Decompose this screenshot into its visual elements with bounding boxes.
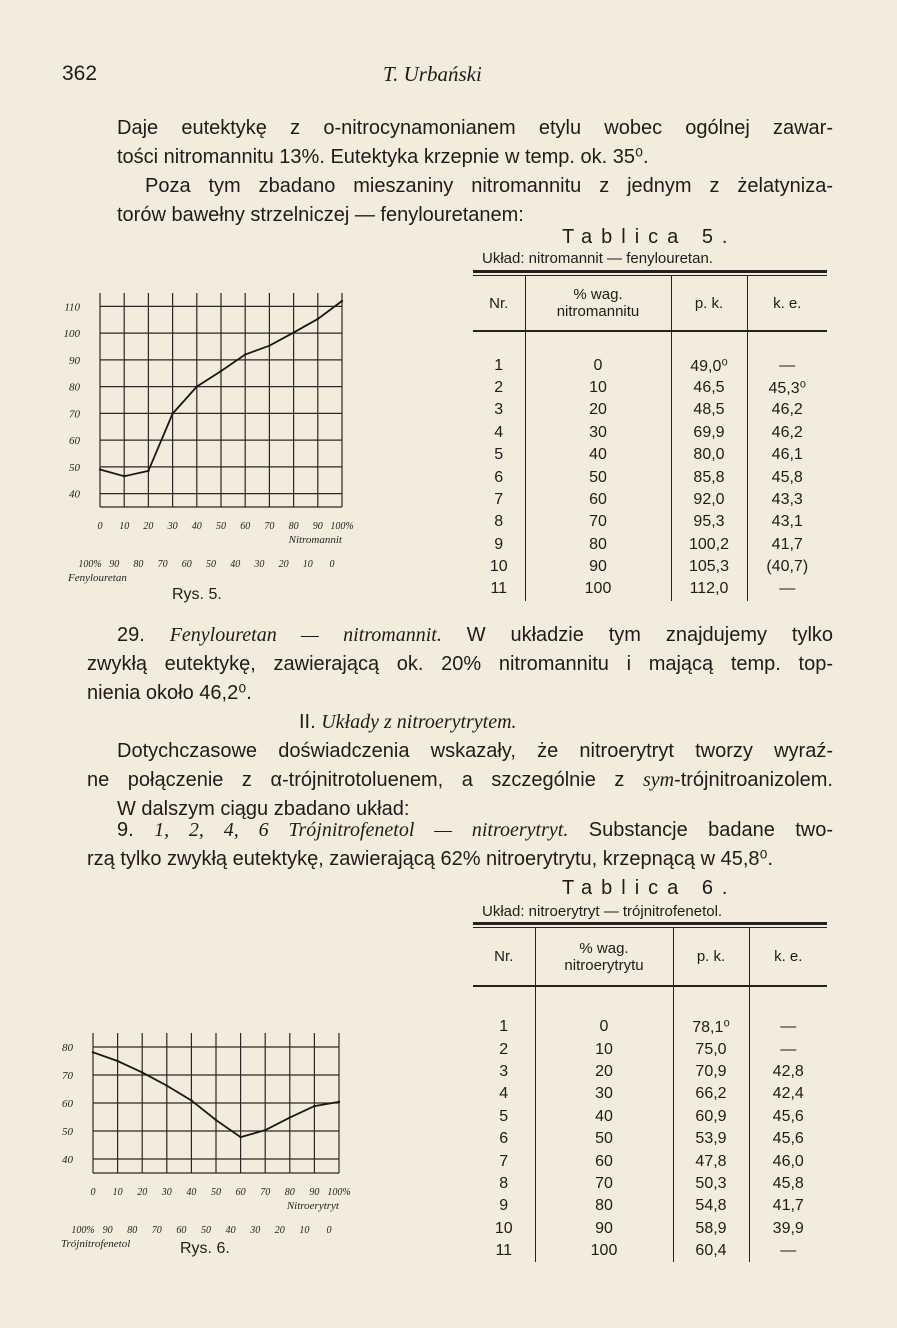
table6-cell-wag: 20 xyxy=(535,1061,673,1083)
fig6-x2-tick-label: 60 xyxy=(176,1225,187,1236)
sectionII-number: II. xyxy=(299,711,316,733)
fig5-x-tick-label: 40 xyxy=(191,521,202,532)
table5-row xyxy=(473,578,827,600)
fig6-x2-tick-label: 10 xyxy=(299,1225,310,1236)
table6-cell-nr: 9 xyxy=(473,1195,535,1217)
fig6-x-tick-label: 60 xyxy=(235,1187,246,1198)
table5-header-wag xyxy=(525,276,671,331)
fig5-y-tick-label: 110 xyxy=(64,301,80,314)
table6-cell-ke: — xyxy=(780,1242,797,1260)
fig5-x-tick-label: 90 xyxy=(312,521,323,532)
intro-line-1: Daje eutektykę z o-nitrocynamonianem etylu wobec ogólnej zawar- xyxy=(117,117,833,139)
fig5-data-point xyxy=(99,468,101,470)
fig5-data-point xyxy=(244,353,246,355)
table5-cell-pk: 48,5 xyxy=(671,399,747,421)
table5-cell-pk: 46,5 xyxy=(671,377,747,399)
fig6-data-point xyxy=(92,1051,94,1053)
fig6-x-tick-label: 20 xyxy=(137,1187,148,1198)
fig6-y-tick-label: 70 xyxy=(62,1070,73,1082)
table5-cell-wag: 70 xyxy=(525,511,671,533)
fig5-x-tick-label: 100% xyxy=(330,521,354,532)
table6-title: Tablica 6. xyxy=(562,877,737,899)
fig5-x-tick-label: 30 xyxy=(167,521,178,532)
table5-cell-wag: 20 xyxy=(525,399,671,421)
table6-cell-ke: 45,6 xyxy=(772,1130,804,1148)
fig6-x2-tick-label: 40 xyxy=(225,1225,236,1236)
table6-caption: Układ: nitroerytryt — trójnitrofenetol. xyxy=(482,903,723,920)
table5-cell-wag: 40 xyxy=(525,444,671,466)
fig5-y-tick-label: 80 xyxy=(69,381,80,394)
fig5-x2-tick-label: 20 xyxy=(278,559,289,570)
fig6-x2-tick-label: 0 xyxy=(326,1225,332,1236)
fig5-x2-tick-label: 90 xyxy=(109,559,120,570)
fig6-x2-tick-label: 80 xyxy=(127,1225,138,1236)
table5-cell-ke: 45,8 xyxy=(771,468,803,486)
table5-cell-pk: 105,3 xyxy=(671,556,747,578)
table5-cell-ke: 43,1 xyxy=(771,513,803,531)
table6-spacer xyxy=(473,986,827,1016)
table5-cell-pk: 80,0 xyxy=(671,444,747,466)
fig6-x-tick-label: 90 xyxy=(309,1187,320,1198)
intro-line-3: Poza tym zbadano mieszaniny nitromannitu z jednym z żelatyniza- xyxy=(145,175,833,197)
table6-header-wag-line2: nitroerytrytu xyxy=(564,956,644,974)
table6-row xyxy=(473,1150,827,1172)
section29-line-1-rest: W układzie tym znajdujemy tylko xyxy=(466,624,834,646)
table6-row xyxy=(473,1240,827,1262)
table6-cell-wag: 0 xyxy=(535,1016,673,1038)
fig5-x2-tick-label: 0 xyxy=(329,559,335,570)
fig6-y-tick-label: 60 xyxy=(62,1098,73,1110)
fig6-x2-tick-label: 30 xyxy=(250,1225,261,1236)
fig5-x2-tick-label: 50 xyxy=(206,559,216,570)
table6-grid xyxy=(473,928,827,1262)
fig6-data-point xyxy=(215,1119,217,1121)
table6-cell-ke: 42,8 xyxy=(772,1062,804,1080)
fig5-x-tick-label: 80 xyxy=(288,521,299,532)
table6-header-nr: Nr. xyxy=(473,928,535,986)
intro-line-2: tości nitromannitu 13%. Eutektyka krzepnie w temp. ok. 35⁰. xyxy=(117,146,649,168)
fig6-y-tick-label: 50 xyxy=(62,1126,73,1138)
table5-grid xyxy=(473,276,827,601)
table6-cell-nr: 1 xyxy=(473,1016,535,1038)
fig5-data-point xyxy=(292,331,294,333)
fig6-data-point xyxy=(264,1129,266,1131)
table5-cell-nr: 10 xyxy=(473,556,525,578)
sectionII-line-2a: ne połączenie z α-trójnitrotoluenem, a szczególnie z xyxy=(87,769,625,791)
table5-cell-nr: 9 xyxy=(473,534,525,556)
sectionII-heading xyxy=(87,708,833,737)
table5-cell-wag: 80 xyxy=(525,534,671,556)
table5-header-ke: k. e. xyxy=(773,294,802,312)
fig6-data-point xyxy=(313,1105,315,1107)
table6-cell-pk: 78,1⁰ xyxy=(673,1016,749,1038)
table5-row xyxy=(473,354,827,376)
table5-cell-wag: 100 xyxy=(525,578,671,600)
sectionII-text xyxy=(87,708,833,824)
fig6-x-tick-label: 70 xyxy=(260,1187,271,1198)
section9-text xyxy=(87,816,833,874)
table5-caption: Układ: nitromannit — fenylouretan. xyxy=(482,250,713,267)
fig6-x-tick-label: 50 xyxy=(211,1187,221,1198)
fig5-y-tick-label: 60 xyxy=(69,435,80,448)
table5-cell-ke: 43,3 xyxy=(771,490,803,508)
table5-cell-wag: 60 xyxy=(525,489,671,511)
table5-cell-pk: 95,3 xyxy=(671,511,747,533)
table6-cell-pk: 50,3 xyxy=(673,1173,749,1195)
sectionII-line-3: W dalszym ciągu zbadano układ: xyxy=(117,798,410,820)
table5-row xyxy=(473,444,827,466)
table6-cell-wag: 10 xyxy=(535,1038,673,1060)
table5-cell-nr: 11 xyxy=(473,578,525,600)
fig6-data-point xyxy=(239,1136,241,1138)
table6-cell-pk: 60,4 xyxy=(673,1240,749,1262)
fig6-x2-tick-label: 50 xyxy=(201,1225,211,1236)
fig5-x-tick-label: 70 xyxy=(264,521,275,532)
fig5-data-point xyxy=(268,344,270,346)
section9-number: 9. xyxy=(117,819,134,841)
table6-cell-ke: — xyxy=(780,1040,797,1058)
fig6-data-point xyxy=(289,1116,291,1118)
table5-header-wag-line2: nitromannitu xyxy=(556,303,640,320)
table5-row xyxy=(473,399,827,421)
table6-cell-wag: 100 xyxy=(535,1240,673,1262)
table6-cell-pk: 54,8 xyxy=(673,1195,749,1217)
section9-line-1-rest: Substancje badane two- xyxy=(588,819,834,841)
table6-cell-nr: 7 xyxy=(473,1150,535,1172)
table5-cell-nr: 7 xyxy=(473,489,525,511)
fig6-y-tick-label: 40 xyxy=(62,1154,73,1166)
page-number: 362 xyxy=(62,62,98,85)
table6-row xyxy=(473,1083,827,1105)
section29-title: Fenylouretan — nitromannit. xyxy=(169,624,442,646)
fig5-x2-axis-label: Fenylouretan xyxy=(68,572,127,584)
table6-cell-nr: 4 xyxy=(473,1083,535,1105)
table5-header-wag-line1: % wag. xyxy=(573,286,623,303)
table6 xyxy=(473,922,827,1262)
fig5-x2-tick-label: 40 xyxy=(230,559,241,570)
section29-line-1 xyxy=(87,621,833,650)
table6-cell-pk: 70,9 xyxy=(673,1061,749,1083)
table5-cell-pk: 49,0⁰ xyxy=(671,354,747,376)
table6-header-pk: p. k. xyxy=(673,928,749,986)
table5-header-nr: Nr. xyxy=(473,276,525,331)
table6-cell-wag: 30 xyxy=(535,1083,673,1105)
fig6-data-point xyxy=(116,1060,118,1062)
table6-header-row xyxy=(473,928,827,986)
sectionII-sym: sym xyxy=(642,769,675,791)
table5-spacer xyxy=(473,331,827,354)
table6-header-wag-line1: % wag. xyxy=(579,939,629,957)
fig5-x-tick-label: 20 xyxy=(143,521,154,532)
fig6-x2-tick-label: 100% xyxy=(71,1225,95,1236)
table5-row xyxy=(473,556,827,578)
table6-cell-wag: 50 xyxy=(535,1128,673,1150)
fig6-data-point xyxy=(338,1101,340,1103)
fig5-y-tick-label: 50 xyxy=(69,461,80,474)
fig5-x-tick-label: 0 xyxy=(97,521,103,532)
section9-line-2: rzą tylko zwykłą eutektykę, zawierającą 62% nitroerytrytu, krzepnącą w 45,8⁰. xyxy=(87,848,774,870)
table6-cell-ke: — xyxy=(780,1018,797,1036)
table5-cell-pk: 100,2 xyxy=(671,534,747,556)
table6-cell-nr: 11 xyxy=(473,1240,535,1262)
table5-cell-ke: — xyxy=(779,356,796,374)
fig5-data-point xyxy=(341,300,343,302)
fig5-data-point xyxy=(123,475,125,477)
fig6-data-point xyxy=(141,1071,143,1073)
fig5-data-point xyxy=(196,385,198,387)
table6-cell-ke: 42,4 xyxy=(772,1085,804,1103)
section9-line-1 xyxy=(87,816,833,845)
figure5-caption: Rys. 5. xyxy=(172,586,222,603)
fig5-y-tick-label: 90 xyxy=(69,354,80,367)
table6-cell-pk: 53,9 xyxy=(673,1128,749,1150)
fig5-data-point xyxy=(147,470,149,472)
fig5-x2-tick-label: 100% xyxy=(78,559,102,570)
table6-cell-wag: 90 xyxy=(535,1218,673,1240)
table5-row xyxy=(473,489,827,511)
running-header-author: T. Urbański xyxy=(383,62,482,86)
table5-row xyxy=(473,377,827,399)
table6-cell-ke: 45,8 xyxy=(772,1174,804,1192)
fig5-x-tick-label: 60 xyxy=(240,521,251,532)
table6-cell-wag: 80 xyxy=(535,1195,673,1217)
table6-row xyxy=(473,1016,827,1038)
table5-cell-ke: 46,2 xyxy=(771,401,803,419)
fig6-x-tick-label: 30 xyxy=(161,1187,172,1198)
table6-cell-wag: 70 xyxy=(535,1173,673,1195)
fig6-x-tick-label: 0 xyxy=(90,1187,96,1198)
table6-cell-pk: 58,9 xyxy=(673,1218,749,1240)
table5-cell-ke: 45,3⁰ xyxy=(768,379,807,397)
fig5-x2-tick-label: 70 xyxy=(157,559,168,570)
fig5-y-tick-label: 70 xyxy=(69,408,80,421)
table5-cell-ke: — xyxy=(779,580,796,598)
table6-cell-nr: 8 xyxy=(473,1173,535,1195)
fig5-x2-tick-label: 80 xyxy=(133,559,144,570)
table5-cell-nr: 6 xyxy=(473,466,525,488)
fig5-x2-tick-label: 60 xyxy=(181,559,192,570)
table6-cell-ke: 46,0 xyxy=(772,1152,804,1170)
fig5-data-point xyxy=(220,370,222,372)
fig5-x-axis-label: Nitromannit xyxy=(288,534,342,546)
table5-cell-pk: 92,0 xyxy=(671,489,747,511)
fig5-x-tick-label: 50 xyxy=(216,521,226,532)
table6-cell-ke: 39,9 xyxy=(772,1219,804,1237)
fig5-y-tick-label: 100 xyxy=(63,328,80,341)
sectionII-line-2 xyxy=(87,766,833,795)
intro-paragraph-2 xyxy=(87,172,833,230)
fig6-data-point xyxy=(166,1084,168,1086)
table6-cell-ke: 41,7 xyxy=(772,1197,804,1215)
section29-line-2: zwykłą eutektykę, zawierającą ok. 20% nitromannitu i mającą temp. top- xyxy=(87,653,833,675)
table5-cell-wag: 30 xyxy=(525,422,671,444)
fig6-data-point xyxy=(190,1099,192,1101)
sectionII-title: Układy z nitroerytrytem. xyxy=(321,711,517,733)
fig5-data-point xyxy=(171,412,173,414)
table5-cell-pk: 85,8 xyxy=(671,466,747,488)
section29-text xyxy=(87,621,833,708)
table5-cell-wag: 0 xyxy=(525,354,671,376)
section9-title: 1, 2, 4, 6 Trójnitrofenetol — nitroerytryt. xyxy=(154,819,569,841)
table5-cell-nr: 8 xyxy=(473,511,525,533)
table6-cell-ke: 45,6 xyxy=(772,1107,804,1125)
table6-row xyxy=(473,1106,827,1128)
fig6-x-tick-label: 80 xyxy=(284,1187,295,1198)
table5-row xyxy=(473,422,827,444)
table5-body xyxy=(473,331,827,601)
table6-cell-nr: 6 xyxy=(473,1128,535,1150)
table5-header-row xyxy=(473,276,827,331)
table6-cell-pk: 60,9 xyxy=(673,1106,749,1128)
table5-cell-ke: 46,2 xyxy=(771,423,803,441)
table5-cell-nr: 3 xyxy=(473,399,525,421)
fig5-y-tick-label: 40 xyxy=(69,488,80,501)
table6-row xyxy=(473,1038,827,1060)
section29-line-3: nienia około 46,2⁰. xyxy=(87,682,252,704)
table6-cell-pk: 66,2 xyxy=(673,1083,749,1105)
table6-body xyxy=(473,986,827,1262)
table5-cell-nr: 2 xyxy=(473,377,525,399)
sectionII-line-1: Dotychczasowe doświadczenia wskazały, że nitroerytryt tworzy wyraź- xyxy=(117,740,833,762)
fig6-x2-tick-label: 20 xyxy=(274,1225,285,1236)
table5-title: Tablica 5. xyxy=(562,226,737,248)
section29-number: 29. xyxy=(117,624,145,646)
fig6-x-tick-label: 10 xyxy=(112,1187,123,1198)
table6-row xyxy=(473,1195,827,1217)
fig5-x2-tick-label: 10 xyxy=(302,559,313,570)
table5 xyxy=(473,270,827,601)
table5-cell-nr: 5 xyxy=(473,444,525,466)
table5-header-pk: p. k. xyxy=(671,276,747,331)
table5-cell-ke: 46,1 xyxy=(771,446,803,464)
intro-line-4: torów bawełny strzelniczej — fenylouretanem: xyxy=(117,204,524,226)
figure5-chart xyxy=(55,285,365,610)
table5-row xyxy=(473,534,827,556)
table5-cell-wag: 10 xyxy=(525,377,671,399)
table6-row xyxy=(473,1128,827,1150)
table6-cell-nr: 3 xyxy=(473,1061,535,1083)
fig6-x-tick-label: 100% xyxy=(327,1187,351,1198)
table6-row xyxy=(473,1218,827,1240)
table6-cell-wag: 40 xyxy=(535,1106,673,1128)
table6-cell-nr: 5 xyxy=(473,1106,535,1128)
figure6-caption: Rys. 6. xyxy=(180,1240,230,1257)
fig5-x-tick-label: 10 xyxy=(119,521,130,532)
table5-cell-ke: 41,7 xyxy=(771,535,803,553)
table6-header-ke: k. e. xyxy=(774,948,803,965)
table5-cell-pk: 69,9 xyxy=(671,422,747,444)
fig6-x-axis-label: Nitroerytryt xyxy=(286,1200,339,1212)
table5-row xyxy=(473,511,827,533)
table6-cell-wag: 60 xyxy=(535,1150,673,1172)
fig5-x2-tick-label: 30 xyxy=(254,559,265,570)
fig6-x2-tick-label: 90 xyxy=(102,1225,113,1236)
table5-cell-ke: (40,7) xyxy=(766,558,809,576)
intro-text xyxy=(117,114,833,172)
fig6-x2-axis-label: Trójnitrofenetol xyxy=(61,1238,131,1250)
fig6-y-tick-label: 80 xyxy=(62,1042,73,1054)
table5-cell-pk: 112,0 xyxy=(671,578,747,600)
fig6-x-tick-label: 40 xyxy=(186,1187,197,1198)
sectionII-line-2c: -trójnitroanizolem. xyxy=(674,769,833,791)
table6-cell-nr: 2 xyxy=(473,1038,535,1060)
fig5-data-point xyxy=(317,318,319,320)
table6-row xyxy=(473,1061,827,1083)
table5-cell-wag: 50 xyxy=(525,466,671,488)
table5-cell-nr: 4 xyxy=(473,422,525,444)
fig6-x2-tick-label: 70 xyxy=(151,1225,162,1236)
table5-cell-nr: 1 xyxy=(473,354,525,376)
table6-header-wag xyxy=(535,928,673,986)
table6-cell-pk: 47,8 xyxy=(673,1150,749,1172)
table5-row xyxy=(473,466,827,488)
table6-cell-pk: 75,0 xyxy=(673,1038,749,1060)
table6-row xyxy=(473,1173,827,1195)
table6-cell-nr: 10 xyxy=(473,1218,535,1240)
table5-cell-wag: 90 xyxy=(525,556,671,578)
